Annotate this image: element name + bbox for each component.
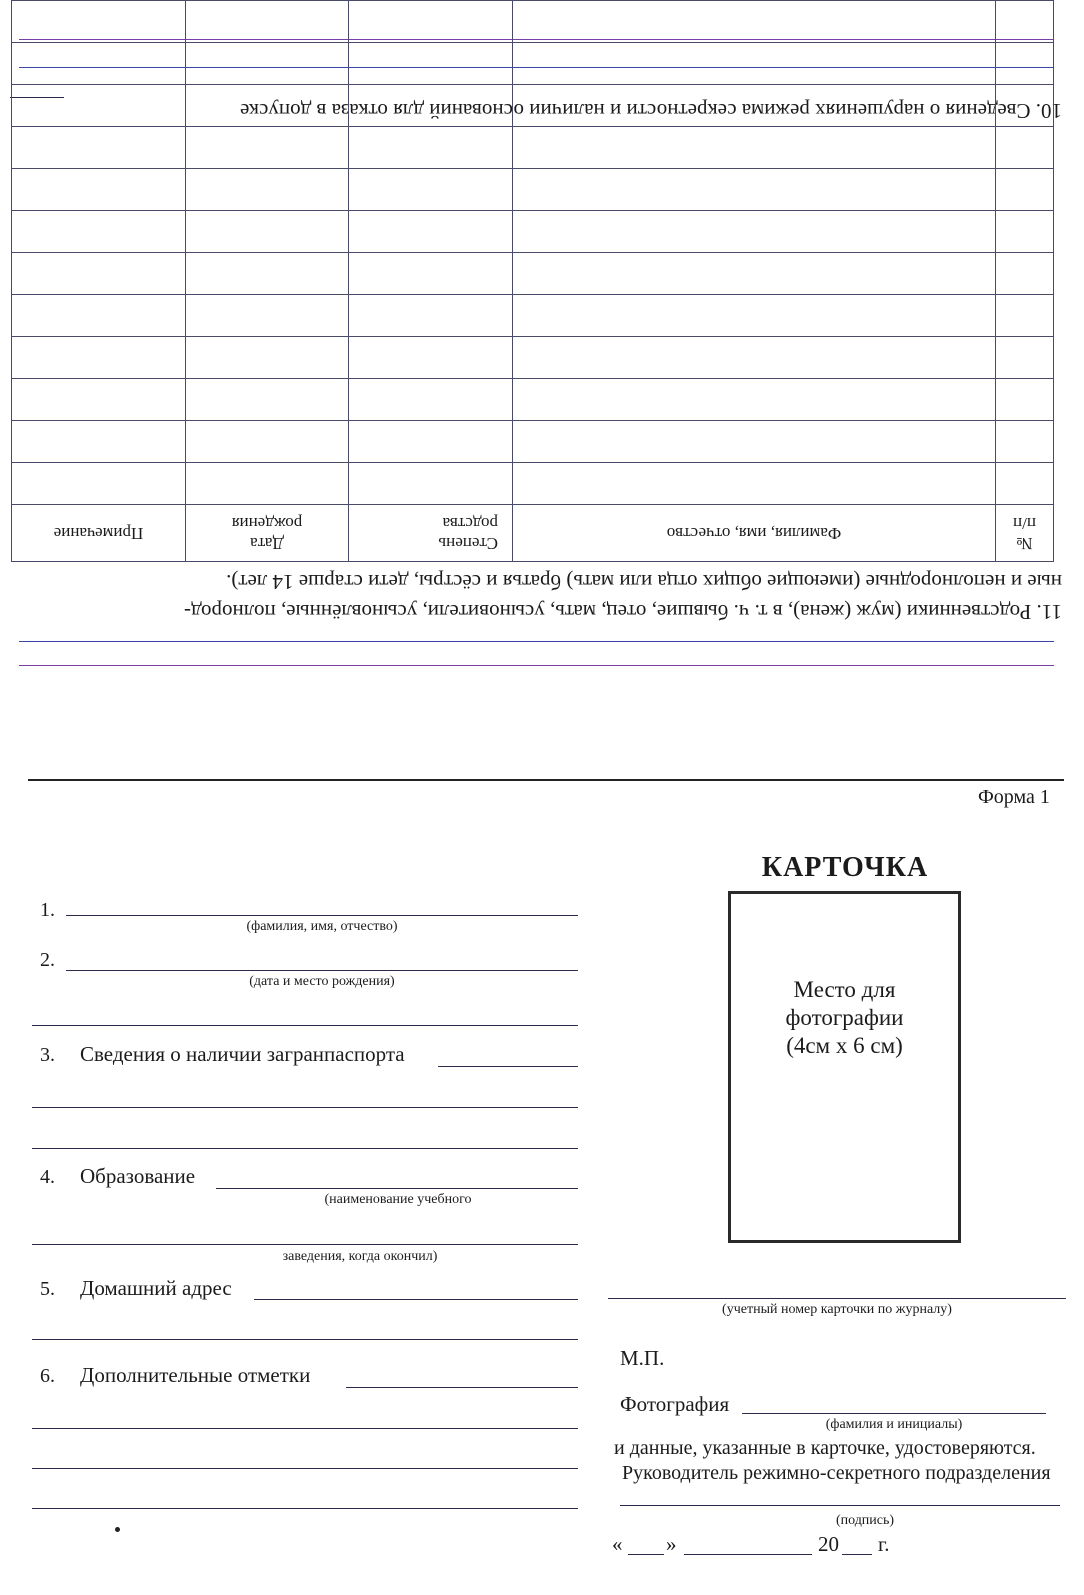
table-cell[interactable] [12,463,186,505]
table-cell[interactable] [996,253,1054,295]
table-row [12,379,1054,421]
field-1-caption: (фамилия, имя, отчество) [246,919,398,934]
date-year-suffix: г. [878,1532,890,1556]
table-cell[interactable] [186,43,349,85]
upper-section-inverted [0,0,1084,790]
card-number-caption: (учетный номер карточки по журналу) [722,1302,952,1317]
table-row [12,169,1054,211]
table-cell[interactable] [996,169,1054,211]
section-11-fill-line-2 [19,665,1054,666]
table-cell[interactable] [12,337,186,379]
table-row [12,295,1054,337]
table-cell[interactable] [349,463,513,505]
table-row [12,127,1054,169]
table-row [12,421,1054,463]
col-header-note: Примечание [12,505,186,562]
table-cell[interactable] [186,1,349,43]
field-3-extra-line-1[interactable] [32,1107,578,1108]
field-4-caption-1: (наименование учебного [324,1192,472,1207]
table-cell[interactable] [349,1,513,43]
table-cell[interactable] [349,211,513,253]
field-4-line[interactable] [216,1188,578,1189]
field-6-line[interactable] [346,1387,578,1388]
table-cell[interactable] [186,463,349,505]
field-6-label: Дополнительные отметки [80,1363,311,1387]
signature-caption: (подпись) [835,1513,895,1528]
table-cell[interactable] [996,463,1054,505]
section-11-text-line2: ные и неполнородные (имеющие общих отца или мать) братья и сёстры, дети старше 14 лет). [226,570,1062,594]
table-cell[interactable] [996,379,1054,421]
table-row [12,211,1054,253]
table-row [12,337,1054,379]
table-cell[interactable] [513,337,996,379]
table-cell[interactable] [996,85,1054,127]
field-3-label: Сведения о наличии загранпаспорта [80,1042,405,1066]
table-cell[interactable] [12,127,186,169]
form-label: Форма 1 [978,786,1050,808]
section-11-fill-line [19,641,1054,642]
table-cell[interactable] [349,85,513,127]
field-6-extra-line-3[interactable] [32,1508,578,1509]
col-header-birth-date: Дата рождения [186,505,349,562]
table-cell[interactable] [349,253,513,295]
col-header-full-name: Фамилия, имя, отчество [513,505,996,562]
table-cell[interactable] [186,127,349,169]
field-4-label: Образование [80,1164,196,1188]
field-2-line[interactable] [66,970,578,971]
card-title: КАРТОЧКА [761,852,929,883]
table-cell[interactable] [349,43,513,85]
table-cell[interactable] [513,295,996,337]
head-text: Руководитель режимно-секретного подразделения [622,1462,1051,1484]
table-cell[interactable] [186,85,349,127]
table-cell[interactable] [513,169,996,211]
table-cell[interactable] [186,379,349,421]
stray-dot [115,1527,120,1532]
table-cell[interactable] [186,295,349,337]
table-cell[interactable] [513,421,996,463]
field-5-extra-line[interactable] [32,1339,578,1340]
field-1-line[interactable] [66,915,578,916]
table-cell[interactable] [12,211,186,253]
table-cell[interactable] [12,253,186,295]
section-11-text-line1: 11. Родственники (муж (жена), в т. ч. бывшие, отец, мать, усыновители, усыновлённые, полнород- [183,600,1062,624]
table-header-row [12,505,1054,562]
field-1-number: 1. [40,899,55,921]
table-cell[interactable] [349,295,513,337]
table-cell[interactable] [996,43,1054,85]
card-number-line[interactable] [608,1298,1066,1299]
signature-line[interactable] [620,1505,1060,1506]
table-cell[interactable] [12,1,186,43]
table-cell[interactable] [513,1,996,43]
table-cell[interactable] [513,43,996,85]
field-6-extra-line-2[interactable] [32,1468,578,1469]
field-2-caption: (дата и место рождения) [249,974,395,989]
date-close-quote: » [666,1532,677,1556]
table-cell[interactable] [996,211,1054,253]
table-cell[interactable] [186,337,349,379]
table-cell[interactable] [12,295,186,337]
field-3-extra-line-2[interactable] [32,1148,578,1149]
field-5-label: Домашний адрес [80,1276,232,1300]
field-3-line[interactable] [438,1066,578,1067]
relatives-table [11,0,1054,562]
table-cell[interactable] [186,421,349,463]
table-row [12,43,1054,85]
field-3-number: 3. [40,1044,55,1066]
photo-placeholder-box [728,891,961,1243]
section-10-text: 10. Сведения о нарушениях режима секретности и наличии оснований для отказа в допуске [240,99,1062,123]
table-row [12,253,1054,295]
field-5-line[interactable] [254,1299,578,1300]
field-2-number: 2. [40,949,55,971]
table-cell[interactable] [12,169,186,211]
date-month-line[interactable] [684,1554,812,1555]
table-cell[interactable] [513,253,996,295]
table-cell[interactable] [349,169,513,211]
table-row [12,463,1054,505]
col-header-number: № п/п [996,505,1054,562]
table-cell[interactable] [513,127,996,169]
table-cell[interactable] [12,43,186,85]
table-cell[interactable] [349,421,513,463]
photo-certifier-line[interactable] [742,1413,1046,1414]
table-cell[interactable] [996,127,1054,169]
table-cell[interactable] [996,337,1054,379]
table-row [12,1,1054,43]
table-cell[interactable] [12,421,186,463]
initials-caption: (фамилия и инициалы) [825,1417,963,1432]
field-6-number: 6. [40,1365,55,1387]
stamp-place-label: М.П. [620,1346,665,1370]
photo-placeholder-text: Место для фотографии (4см х 6 см) [785,977,904,1058]
certify-text: и данные, указанные в карточке, удостоверяются. [614,1437,1036,1459]
table-cell[interactable] [996,421,1054,463]
table-cell[interactable] [349,337,513,379]
table-cell[interactable] [12,379,186,421]
table-cell[interactable] [513,379,996,421]
table-cell[interactable] [513,85,996,127]
fold-separator [28,779,1064,781]
relatives-table-body [12,1,1054,505]
table-cell[interactable] [186,253,349,295]
table-cell[interactable] [513,463,996,505]
field-5-number: 5. [40,1278,55,1300]
field-4-caption-2: заведения, когда окончил) [282,1249,438,1264]
table-cell[interactable] [349,127,513,169]
table-cell[interactable] [996,1,1054,43]
table-cell[interactable] [186,211,349,253]
table-cell[interactable] [996,295,1054,337]
photo-label: Фотография [620,1392,730,1416]
field-2-extra-line[interactable] [32,1025,578,1026]
col-header-relation: Степень родства [349,505,513,562]
field-4-extra-line[interactable] [32,1244,578,1245]
field-4-number: 4. [40,1166,55,1188]
table-cell[interactable] [513,211,996,253]
table-cell[interactable] [12,85,186,127]
table-row [12,85,1054,127]
date-day-line[interactable] [628,1554,664,1555]
date-century: 20 [818,1532,839,1556]
table-cell[interactable] [349,379,513,421]
table-cell[interactable] [186,169,349,211]
date-year-line[interactable] [842,1554,872,1555]
date-open-quote: « [612,1532,623,1556]
field-6-extra-line-1[interactable] [32,1428,578,1429]
